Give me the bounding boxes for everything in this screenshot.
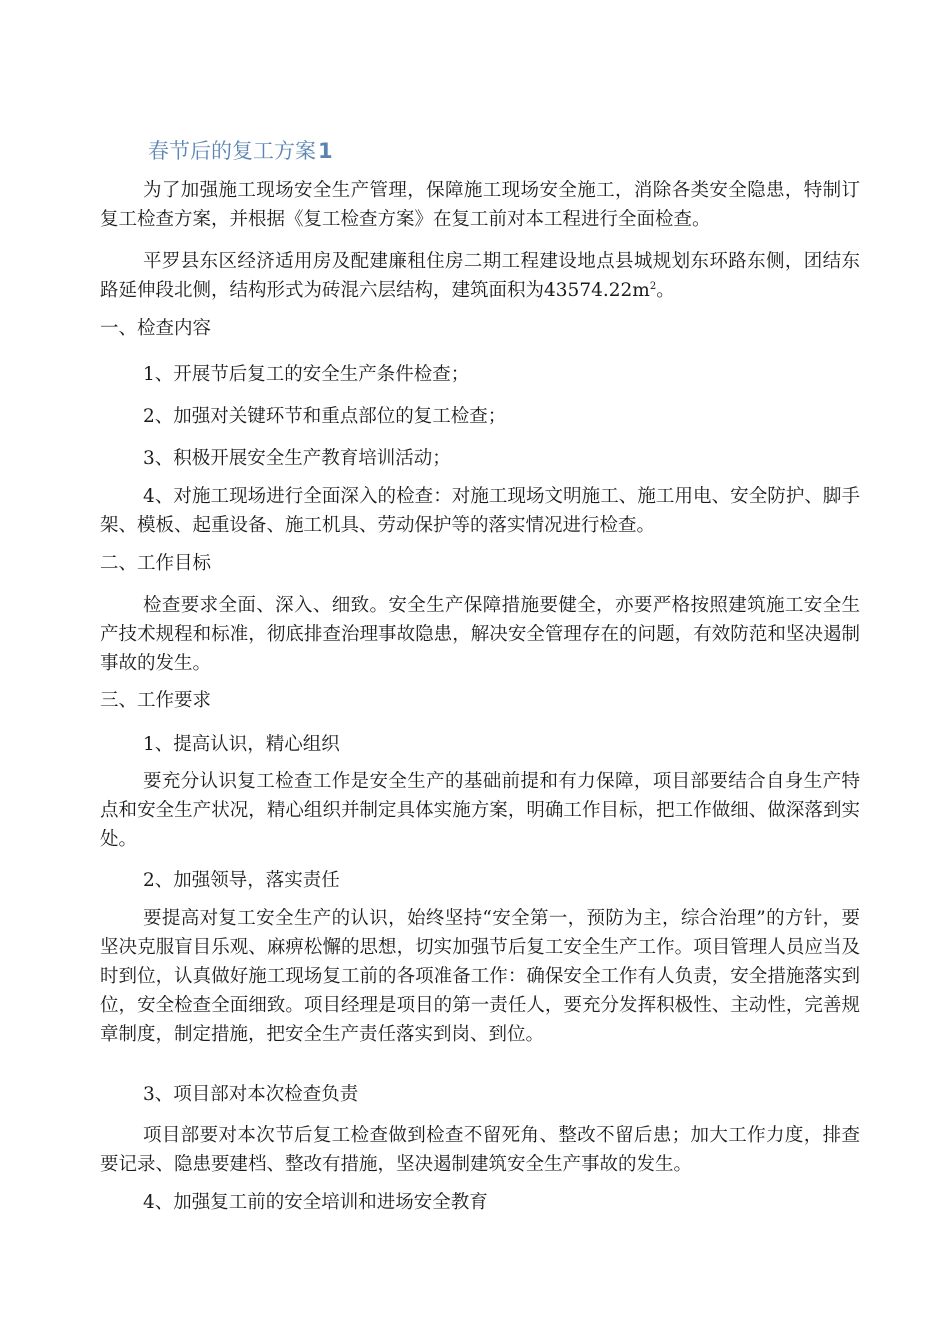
list-item-1: 1、开展节后复工的安全生产条件检查； bbox=[143, 364, 470, 385]
requirement-paragraph-3: 项目部要对本次节后复工检查做到检查不留死角、整改不留后患；加大工作力度，排查要记录、隐患要建档、整改有措施，坚决遏制建筑安全生产事故的发生。 bbox=[100, 1125, 860, 1175]
requirement-paragraph-1: 要充分认识复工检查工作是安全生产的基础前提和有力保障，项目部要结合自身生产特点和安全生产状况，精心组织并制定具体实施方案，明确工作目标，把工作做细、做深落到实处。 bbox=[100, 771, 860, 850]
list-item-4-paragraph: 4、对施工现场进行全面深入的检查：对施工现场文明施工、施工用电、安全防护、脚手架、模板、起重设备、施工机具、劳动保护等的落实情况进行检查。 bbox=[100, 486, 860, 536]
subheading-4: 4、加强复工前的安全培训和进场安全教育 bbox=[143, 1192, 488, 1213]
title-number: 1 bbox=[318, 139, 333, 163]
subheading-3: 3、项目部对本次检查负责 bbox=[143, 1084, 359, 1105]
intro-paragraph: 为了加强施工现场安全生产管理，保障施工现场安全施工，消除各类安全隐患，特制订复工检查方案，并根据《复工检查方案》在复工前对本工程进行全面检查。 bbox=[100, 180, 860, 230]
subheading-1: 1、提高认识，精心组织 bbox=[143, 734, 340, 755]
project-text: 平罗县东区经济适用房及配建廉租住房二期工程建设地点县城规划东环路东侧，团结东路延伸段北侧，结构形式为砖混六层结构，建筑面积为43574.22m bbox=[100, 251, 860, 301]
document-title bbox=[148, 136, 333, 166]
goal-paragraph: 检查要求全面、深入、细致。安全生产保障措施要健全，亦要严格按照建筑施工安全生产技术规程和标准，彻底排查治理事故隐患，解决安全管理存在的问题，有效防范和坚决遏制事故的发生。 bbox=[100, 595, 860, 674]
project-paragraph bbox=[100, 247, 860, 305]
section-heading-2: 二、工作目标 bbox=[100, 553, 212, 574]
section-heading-1: 一、检查内容 bbox=[100, 318, 212, 339]
title-text: 春节后的复工方案 bbox=[148, 139, 316, 163]
area-unit-superscript: 2 bbox=[649, 280, 657, 292]
requirement-paragraph-2: 要提高对复工安全生产的认识，始终坚持“安全第一，预防为主，综合治理”的方针，要坚决克服盲目乐观、麻痹松懈的思想，切实加强节后复工安全生产工作。项目管理人员应当及时到位，认真做好施工现场复工前的各项准备工作：确保安全工作有人负责，安全措施落实到位，安全检查全面细致。项目经理是项目的第一责任人，要充分发挥积极性、主动性，完善规章制度，制定措施，把安全生产责任落实到岗、到位。 bbox=[100, 908, 860, 1045]
subheading-2: 2、加强领导，落实责任 bbox=[143, 870, 340, 891]
list-item-2: 2、加强对关键环节和重点部位的复工检查； bbox=[143, 406, 507, 427]
section-heading-3: 三、工作要求 bbox=[100, 690, 212, 711]
project-text-end: 。 bbox=[656, 280, 675, 301]
list-item-3: 3、积极开展安全生产教育培训活动； bbox=[143, 448, 451, 469]
